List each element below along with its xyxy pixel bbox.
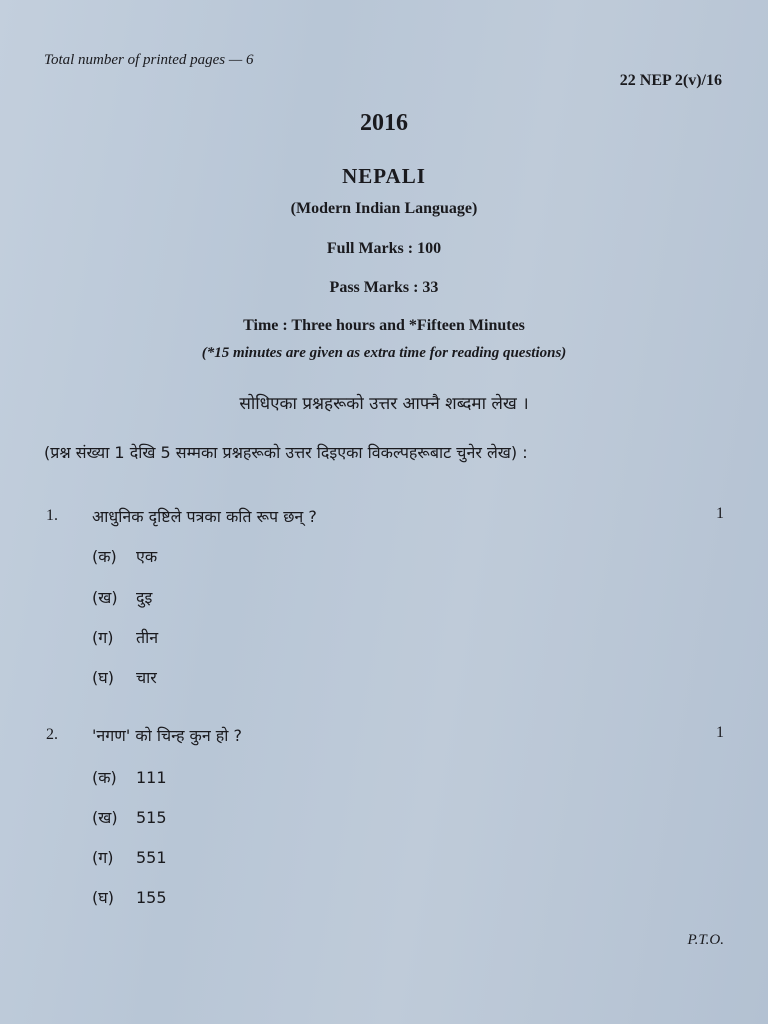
option-label: (ख) bbox=[92, 588, 118, 607]
time-note: (*15 minutes are given as extra time for reading questions) bbox=[201, 345, 567, 361]
option-ga bbox=[92, 626, 158, 648]
question-number: 2. bbox=[46, 726, 58, 743]
option-ka bbox=[92, 766, 167, 788]
option-label: (ग) bbox=[92, 848, 114, 867]
option-label: (क) bbox=[92, 768, 117, 787]
subject-subtitle: (Modern Indian Language) bbox=[290, 200, 478, 217]
please-turn-over: P.T.O. bbox=[687, 932, 724, 948]
question-marks: 1 bbox=[716, 724, 724, 741]
exam-year: 2016 bbox=[360, 110, 408, 136]
option-gha bbox=[92, 666, 157, 688]
section-instruction: (प्रश्न संख्या 1 देखि 5 सम्मका प्रश्नहरूको उत्तर दिइएका विकल्पहरूबाट चुनेर लेख) : bbox=[44, 443, 528, 462]
printed-pages-note: Total number of printed pages — 6 bbox=[44, 52, 254, 68]
option-text: 515 bbox=[136, 808, 167, 827]
question-marks: 1 bbox=[716, 505, 724, 522]
paper-code: 22 NEP 2(v)/16 bbox=[619, 72, 722, 89]
option-text: 551 bbox=[136, 848, 167, 867]
subject-title: NEPALI bbox=[342, 164, 426, 188]
option-gha bbox=[92, 886, 167, 908]
option-kha bbox=[92, 806, 167, 828]
option-ka bbox=[92, 545, 157, 567]
option-text: दुइ bbox=[136, 588, 153, 607]
option-text: एक bbox=[136, 547, 158, 566]
general-instruction: सोधिएका प्रश्नहरूको उत्तर आफ्नै शब्दमा लेख । bbox=[239, 394, 529, 414]
pass-marks: Pass Marks : 33 bbox=[329, 279, 439, 296]
option-label: (घ) bbox=[92, 668, 114, 687]
option-label: (ग) bbox=[92, 628, 114, 647]
option-label: (क) bbox=[92, 547, 117, 566]
question-number: 1. bbox=[46, 507, 58, 524]
option-kha bbox=[92, 586, 152, 608]
option-text: 155 bbox=[136, 888, 167, 907]
option-text: 111 bbox=[136, 768, 167, 787]
option-ga bbox=[92, 846, 167, 868]
question-text: 'नगण' को चिन्ह कुन हो ? bbox=[92, 726, 242, 745]
question-text: आधुनिक दृष्टिले पत्रका कति रूप छन् ? bbox=[92, 507, 317, 526]
option-label: (घ) bbox=[92, 888, 114, 907]
option-text: चार bbox=[136, 668, 157, 687]
full-marks: Full Marks : 100 bbox=[326, 240, 442, 257]
option-label: (ख) bbox=[92, 808, 118, 827]
time-allowed: Time : Three hours and *Fifteen Minutes bbox=[243, 317, 525, 334]
option-text: तीन bbox=[136, 628, 159, 647]
